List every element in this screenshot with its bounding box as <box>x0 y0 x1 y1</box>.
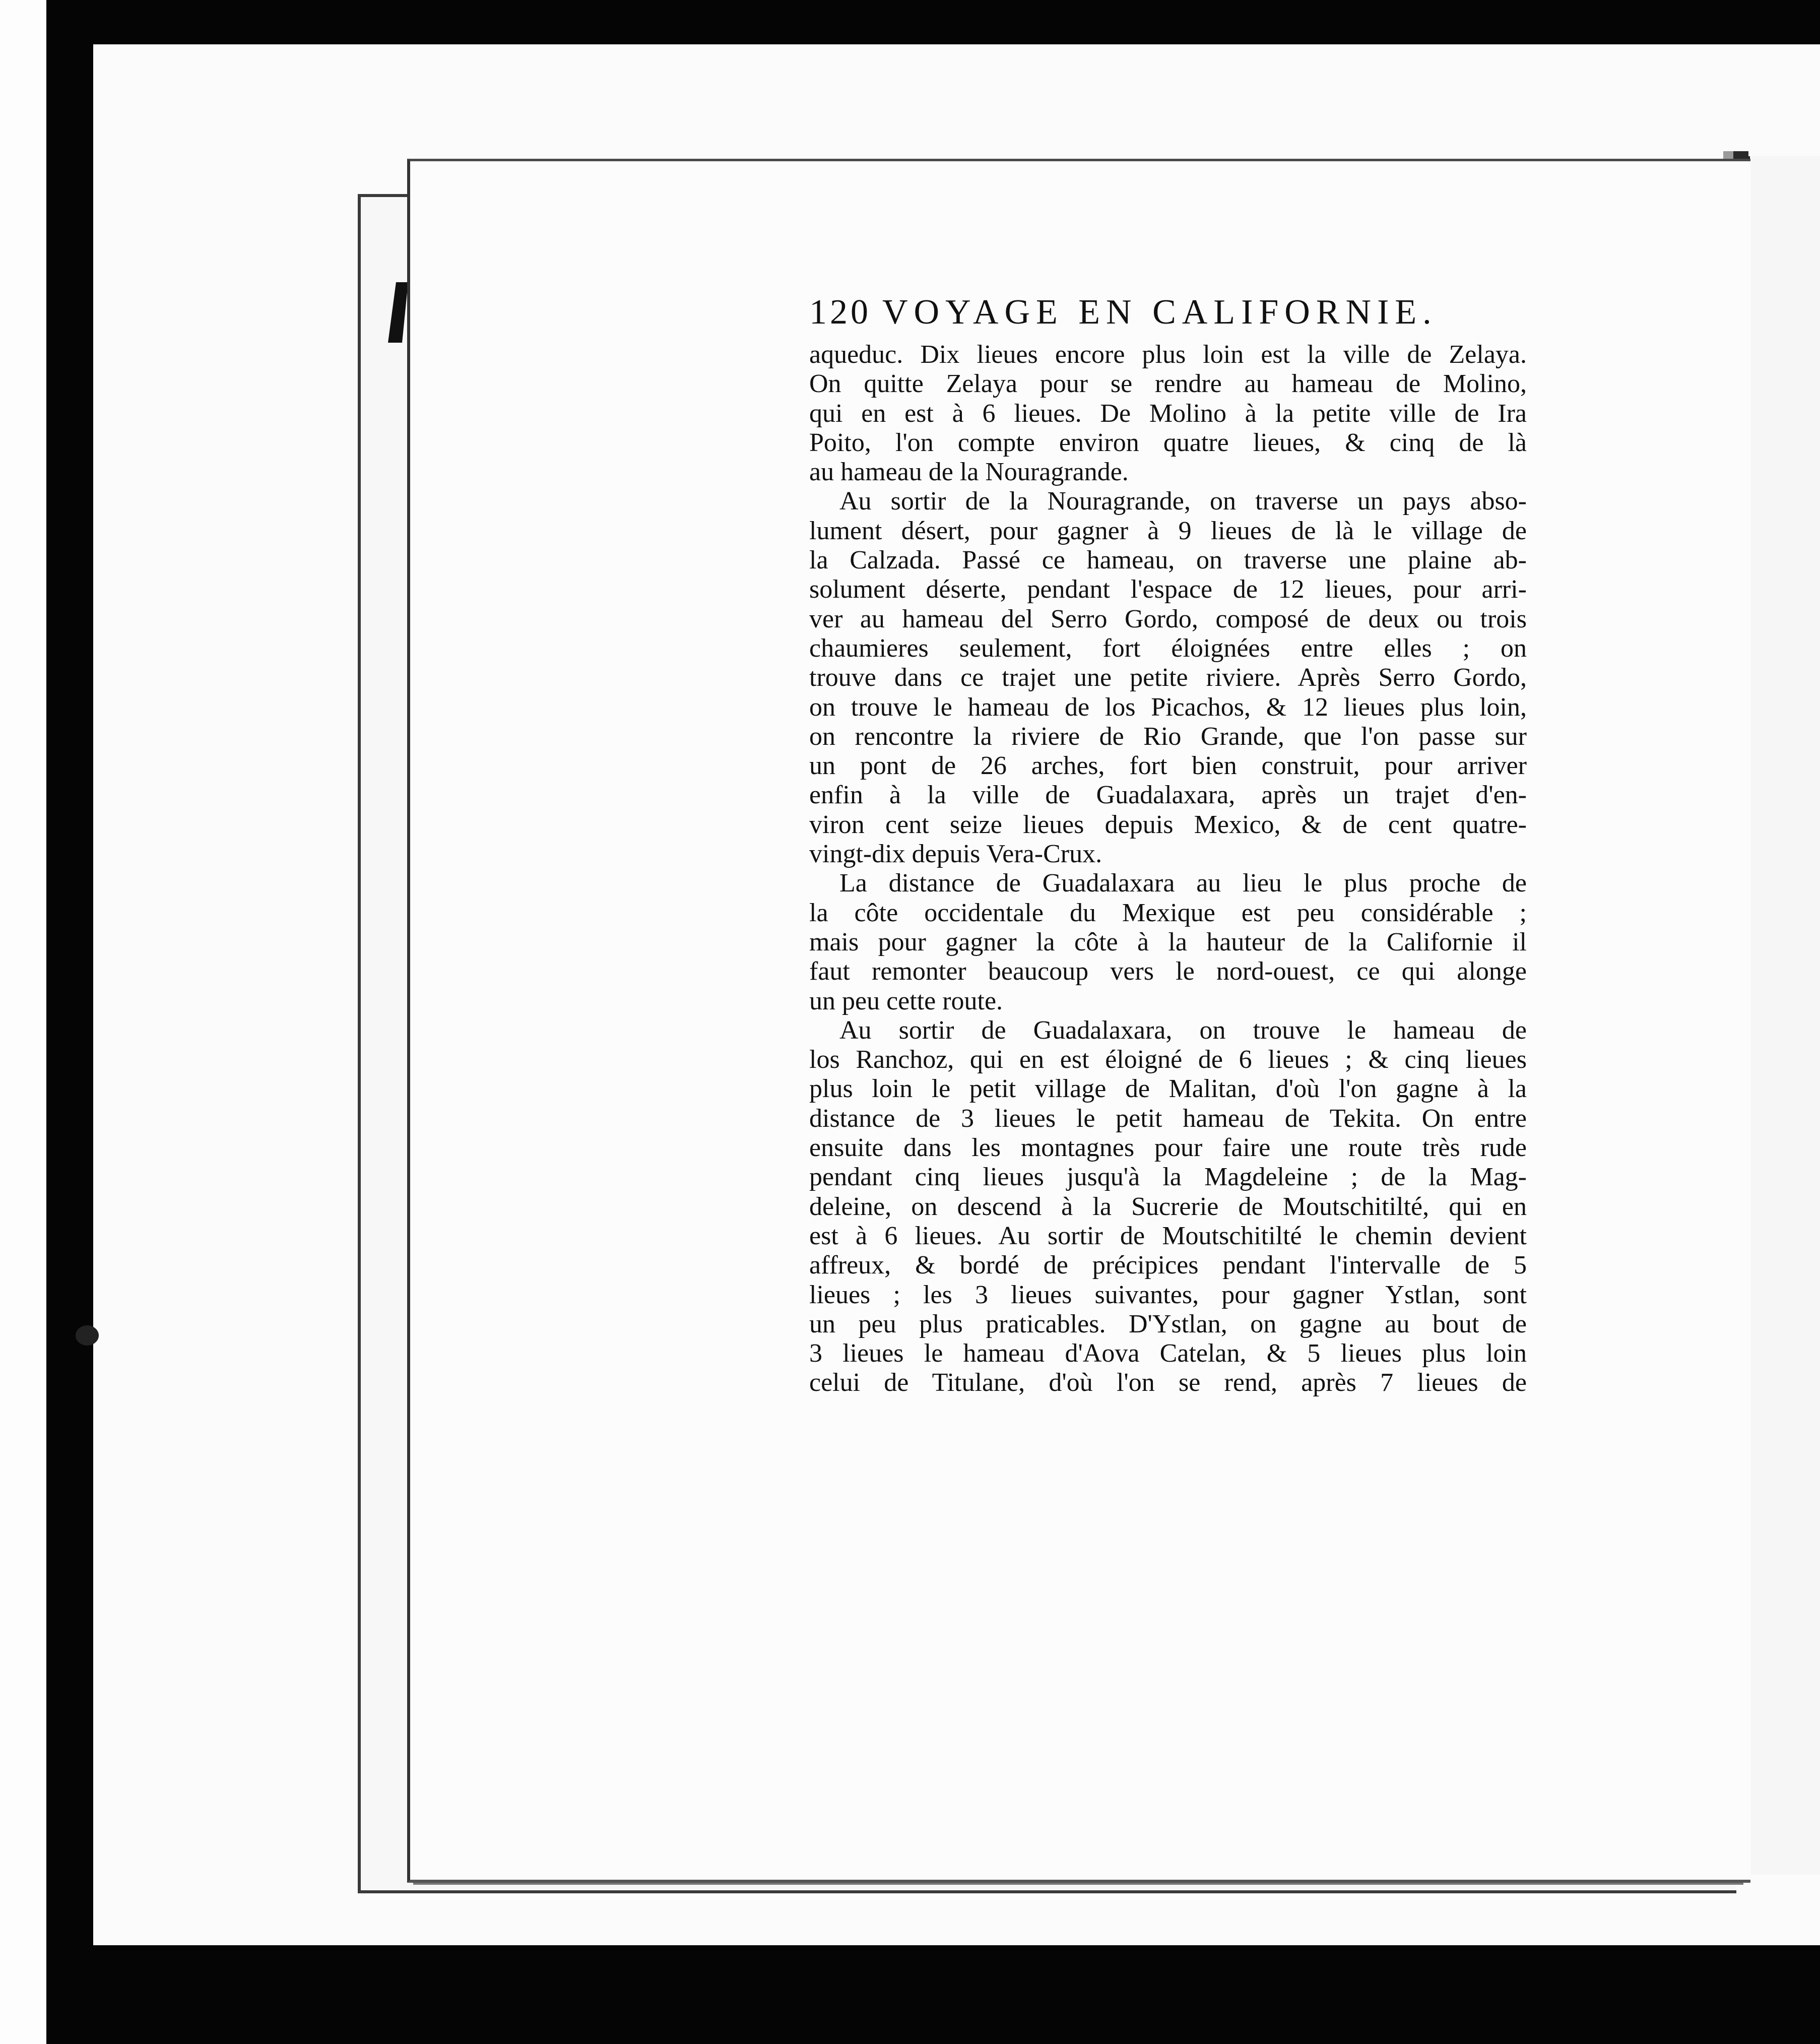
text-line: La distance de Guadalaxara au lieu le plus proche de <box>839 869 1527 898</box>
text-line: affreux, & bordé de précipices pendant l'intervalle de 5 <box>809 1251 1527 1280</box>
text-line: Au sortir de la Nouragrande, on traverse un pays abso- <box>839 487 1527 516</box>
text-line: solument déserte, pendant l'espace de 12 lieues, pour arri- <box>809 575 1527 604</box>
text-line: la Calzada. Passé ce hameau, on traverse une plaine ab- <box>809 546 1527 575</box>
text-line: Au sortir de Guadalaxara, on trouve le hameau de <box>839 1015 1527 1045</box>
text-line: trouve dans ce trajet une petite riviere. Après Serro Gordo, <box>809 663 1527 692</box>
film-smudge <box>76 1325 99 1346</box>
text-line: faut remonter beaucoup vers le nord-ouest, ce qui alonge <box>809 957 1527 986</box>
text-line: un peu cette route. <box>809 986 1003 1015</box>
film-border-left <box>46 0 93 2044</box>
text-line: chaumieres seulement, fort éloignées entre elles ; on <box>809 633 1527 663</box>
running-title: VOYAGE EN CALIFORNIE. <box>882 293 1438 332</box>
text-line: enfin à la ville de Guadalaxara, après un trajet d'en- <box>809 781 1527 810</box>
text-line: lieues ; les 3 lieues suivantes, pour gagner Ystlan, sont <box>809 1280 1527 1309</box>
facing-page-edge <box>1748 156 1820 1875</box>
text-line: deleine, on descend à la Sucrerie de Moutschitilté, qui en <box>809 1192 1527 1221</box>
text-line: pendant cinq lieues jusqu'à la Magdeleine ; de la Mag- <box>809 1163 1527 1192</box>
running-head <box>809 285 1527 340</box>
text-line: on trouve le hameau de los Picachos, & 12 lieues plus loin, <box>809 692 1527 722</box>
text-line: lument désert, pour gagner à 9 lieues de là le village de <box>809 516 1527 545</box>
text-line: est à 6 lieues. Au sortir de Moutschitilté le chemin devient <box>809 1221 1527 1250</box>
text-line: la côte occidentale du Mexique est peu considérable ; <box>809 898 1527 927</box>
film-border-bottom <box>0 1945 1820 2044</box>
text-line: on rencontre la riviere de Rio Grande, que l'on passe sur <box>809 722 1527 751</box>
film-edge-left <box>0 0 46 2044</box>
text-line: vingt-dix depuis Vera-Crux. <box>809 840 1102 869</box>
text-line: viron cent seize lieues depuis Mexico, & de cent quatre- <box>809 810 1527 839</box>
page-number: 120 <box>809 293 871 332</box>
text-line: celui de Titulane, d'où l'on se rend, après 7 lieues de <box>809 1368 1527 1397</box>
body-text <box>809 340 1527 1398</box>
text-line: plus loin le petit village de Malitan, d'où l'on gagne à la <box>809 1074 1527 1104</box>
page-bottom-edge <box>413 1876 1743 1885</box>
text-line: 3 lieues le hameau d'Aova Catelan, & 5 lieues plus loin <box>809 1339 1527 1368</box>
text-line: Poito, l'on compte environ quatre lieues, & cinq de là <box>809 428 1527 457</box>
text-line: distance de 3 lieues le petit hameau de Tekita. On entre <box>809 1104 1527 1133</box>
text-line: aqueduc. Dix lieues encore plus loin est la ville de Zelaya. <box>809 340 1527 369</box>
text-line: ver au hameau del Serro Gordo, composé de deux ou trois <box>809 604 1527 633</box>
text-line: au hameau de la Nouragrande. <box>809 458 1129 487</box>
text-line: On quitte Zelaya pour se rendre au hameau de Molino, <box>809 369 1527 399</box>
film-border-top <box>0 0 1820 44</box>
text-line: mais pour gagner la côte à la hauteur de la Californie il <box>809 927 1527 956</box>
text-line: un peu plus praticables. D'Ystlan, on gagne au bout de <box>809 1309 1527 1338</box>
text-line: ensuite dans les montagnes pour faire une route très rude <box>809 1133 1527 1163</box>
text-line: los Ranchoz, qui en est éloigné de 6 lieues ; & cinq lieues <box>809 1045 1527 1074</box>
text-column <box>809 285 1527 1398</box>
text-line: un pont de 26 arches, fort bien construit, pour arriver <box>809 751 1527 781</box>
text-line: qui en est à 6 lieues. De Molino à la petite ville de Ira <box>809 399 1527 428</box>
